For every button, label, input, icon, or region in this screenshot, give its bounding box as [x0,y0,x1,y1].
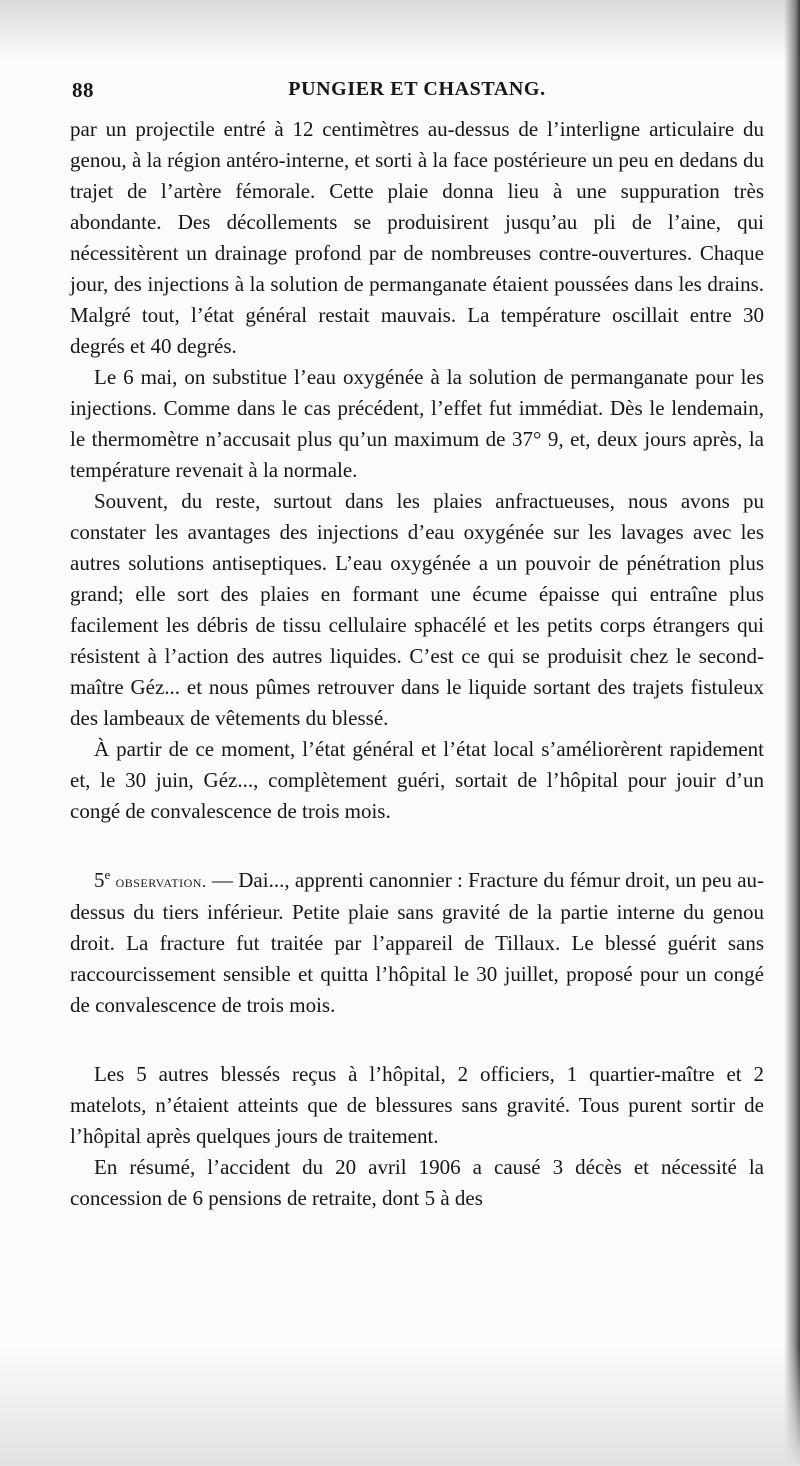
observation-text: — Dai..., apprenti canonnier : Fracture du fémur droit, un peu au-dessus du tiers inférieur. Petite plaie sans gravité de la partie interne du genou droit. La fracture fut traitée par l’appareil de Tillaux. Le blessé guérit sans raccourcissement sensible et quitta l’hôpital le 30 juillet, proposé pour un congé de convalescence de trois mois. [70,868,765,1017]
scan-shadow-bottom [0,1346,800,1466]
paragraph-advantages: Souvent, du reste, surtout dans les plaies anfractueuses, nous avons pu constater les avantages des injections d’eau oxygénée sur les lavages avec les autres solutions antiseptiques. L’eau oxygénée a un pouvoir de pénétration plus grand; elle sort des plaies en formant une écume épaisse qui entraîne plus facilement les débris de tissu cellulaire sphacélé et les petits corps étrangers qui résistent à l’action des autres liquides. C’est ce qui se produisit chez le second-maître Géz... et nous pûmes retrouver dans le liquide sortant des trajets fistuleux des lambeaux de vêtements du blessé. [70,489,764,730]
scan-shadow-top [0,0,800,60]
paragraph-summary: En résumé, l’accident du 20 avril 1906 a causé 3 décès et nécessité la concession de 6 pensions de retraite, dont 5 à des [70,1155,764,1210]
page-header [72,78,762,112]
paragraph-other-wounded: Les 5 autres blessés reçus à l’hôpital, 2 officiers, 1 quartier-maître et 2 matelots, n’étaient atteints que de blessures sans gravité. Tous purent sortir de l’hôpital après quelques jours de traitement. [70,1062,764,1148]
observation-label: observation. [115,872,207,891]
paragraph-case-continuation: par un projectile entré à 12 centimètres au-dessus de l’interligne articulaire du genou, à la région antéro-interne, et sorti à la face postérieure un peu en dedans du trajet de l’artère fémorale. Cette plaie donna lieu à une suppuration très abondante. Des décollements se produisirent jusqu’au pli de l’aine, qui nécessitèrent un drainage profond par de nombreuses contre-ouvertures. Chaque jour, des injections à la solution de permanganate étaient poussées dans les drains. Malgré tout, l’état général restait mauvais. La température oscillait entre 30 degrés et 40 degrés. [70,117,764,358]
page-number: 88 [72,78,94,102]
observation-ordinal: e [104,867,111,882]
observation-number: 5 [94,868,105,892]
paragraph-recovery: À partir de ce moment, l’état général et l’état local s’améliorèrent rapidement et, le 30 juin, Géz..., complètement guéri, sortait de l’hôpital pour jouir d’un congé de convalescence de trois mois. [70,737,764,823]
body-text [70,114,764,1214]
paragraph-oxygenated-water: Le 6 mai, on substitue l’eau oxygénée à la solution de permanganate pour les injections. Comme dans le cas précédent, l’effet fut immédiat. Dès le lendemain, le thermomètre n’accusait plus qu’un maximum de 37° 9, et, deux jours après, la température revenait à la normale. [70,365,764,482]
observation-5 [70,865,764,1021]
running-head: PUNGIER ET CHASTANG. [288,78,546,100]
scan-shadow-right [784,0,800,1466]
